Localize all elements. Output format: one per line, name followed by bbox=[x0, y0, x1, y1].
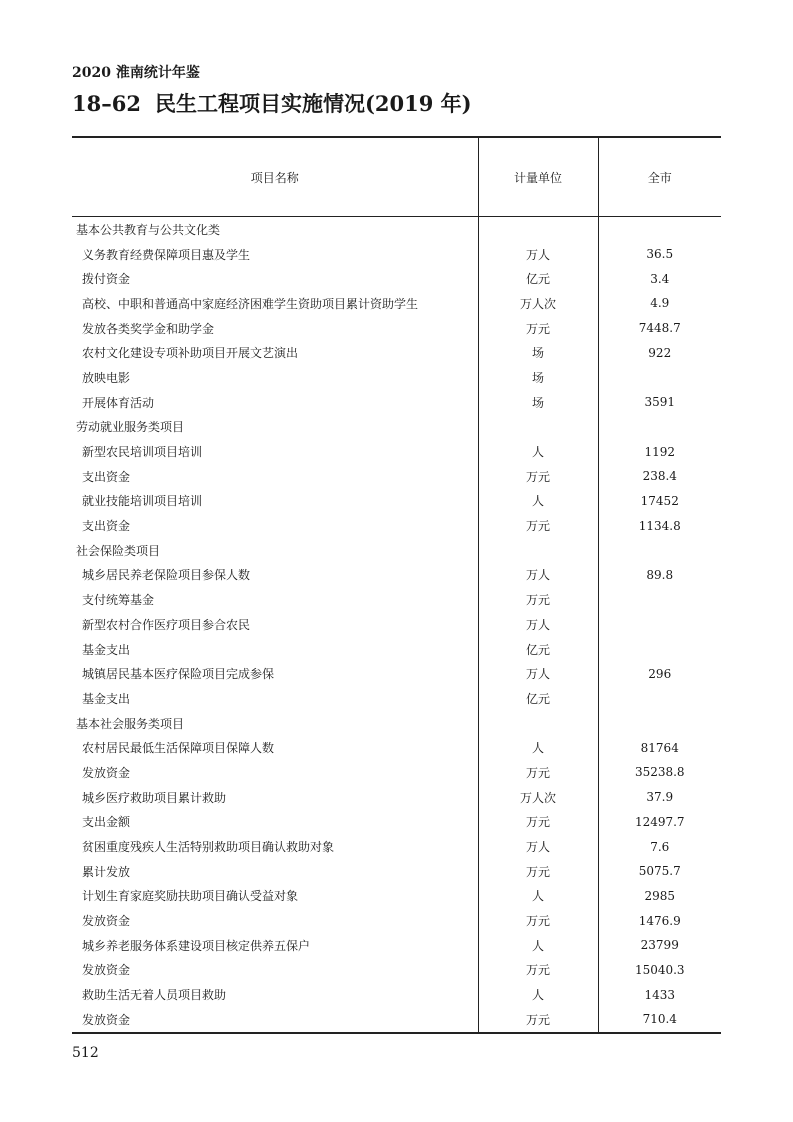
item-name: 发放资金 bbox=[82, 963, 131, 978]
table-row bbox=[72, 390, 721, 415]
item-name: 城乡养老服务体系建设项目核定供养五保户 bbox=[82, 938, 311, 953]
item-name: 发放各类奖学金和助学金 bbox=[82, 321, 215, 336]
item-name: 新型农村合作医疗项目参合农民 bbox=[82, 617, 251, 632]
table-row bbox=[72, 464, 721, 489]
item-name: 支付统筹基金 bbox=[82, 593, 155, 608]
value-cell: 17452 bbox=[598, 489, 721, 514]
value-cell: 1433 bbox=[598, 982, 721, 1007]
value-cell: 35238.8 bbox=[598, 760, 721, 785]
unit-cell: 万人 bbox=[478, 612, 598, 637]
value-cell: 36.5 bbox=[598, 242, 721, 267]
unit-cell: 场 bbox=[478, 340, 598, 365]
category-row bbox=[72, 217, 721, 242]
unit-cell: 人 bbox=[478, 735, 598, 760]
item-name: 义务教育经费保障项目惠及学生 bbox=[82, 247, 251, 262]
item-name: 支出资金 bbox=[82, 469, 131, 484]
table-row bbox=[72, 735, 721, 760]
value-cell: 7448.7 bbox=[598, 316, 721, 341]
unit-cell: 亿元 bbox=[478, 686, 598, 711]
value-cell bbox=[598, 686, 721, 711]
table-row bbox=[72, 587, 721, 612]
item-name: 城乡医疗救助项目累计救助 bbox=[82, 790, 227, 805]
value-cell bbox=[598, 365, 721, 390]
table-row bbox=[72, 563, 721, 588]
value-cell: 15040.3 bbox=[598, 958, 721, 983]
unit-cell: 万元 bbox=[478, 908, 598, 933]
item-name: 基金支出 bbox=[82, 642, 131, 657]
item-name: 发放资金 bbox=[72, 1007, 478, 1033]
unit-cell: 万元 bbox=[478, 760, 598, 785]
table-title-text: 民生工程项目实施情况(2019 年) bbox=[154, 91, 472, 116]
item-name: 农村文化建设专项补助项目开展文艺演出 bbox=[82, 346, 299, 361]
category-row bbox=[72, 415, 721, 440]
unit-cell: 亿元 bbox=[478, 266, 598, 291]
table-row bbox=[72, 834, 721, 859]
table-row bbox=[72, 340, 721, 365]
table-row bbox=[72, 760, 721, 785]
page-number: 512 bbox=[72, 1045, 99, 1061]
table-row bbox=[72, 686, 721, 711]
table-row bbox=[72, 513, 721, 538]
category-name: 劳动就业服务类项目 bbox=[76, 420, 185, 435]
value-cell: 710.4 bbox=[598, 1007, 721, 1033]
value-cell: 238.4 bbox=[598, 464, 721, 489]
value-cell: 23799 bbox=[598, 933, 721, 958]
item-name: 支出金额 bbox=[82, 815, 131, 830]
table-row bbox=[72, 316, 721, 341]
column-header-unit: 计量单位 bbox=[478, 137, 598, 217]
value-cell: 1476.9 bbox=[598, 908, 721, 933]
table-body bbox=[72, 217, 721, 1033]
unit-cell: 万元 bbox=[478, 859, 598, 884]
unit-cell: 万人 bbox=[478, 563, 598, 588]
value-cell: 1192 bbox=[598, 439, 721, 464]
unit-cell: 场 bbox=[478, 365, 598, 390]
table-title bbox=[72, 88, 472, 118]
value-cell bbox=[598, 538, 721, 563]
table-row bbox=[72, 612, 721, 637]
item-name: 基金支出 bbox=[82, 691, 131, 706]
value-cell bbox=[598, 587, 721, 612]
unit-cell: 万人次 bbox=[478, 291, 598, 316]
unit-cell bbox=[478, 217, 598, 242]
table-row bbox=[72, 291, 721, 316]
unit-cell bbox=[478, 711, 598, 736]
item-name: 高校、中职和普通高中家庭经济困难学生资助项目累计资助学生 bbox=[82, 296, 419, 311]
table-row bbox=[72, 266, 721, 291]
value-cell: 89.8 bbox=[598, 563, 721, 588]
unit-cell: 万元 bbox=[478, 1007, 598, 1033]
item-name: 计划生育家庭奖励扶助项目确认受益对象 bbox=[82, 889, 299, 904]
unit-cell: 人 bbox=[478, 439, 598, 464]
unit-cell: 万元 bbox=[478, 587, 598, 612]
unit-cell: 万人 bbox=[478, 834, 598, 859]
value-cell: 3591 bbox=[598, 390, 721, 415]
table-row bbox=[72, 439, 721, 464]
book-title: 2020 淮南统计年鉴 bbox=[72, 65, 200, 81]
value-cell: 37.9 bbox=[598, 785, 721, 810]
unit-cell: 万元 bbox=[478, 958, 598, 983]
item-name: 城乡居民养老保险项目参保人数 bbox=[82, 568, 251, 583]
value-cell: 12497.7 bbox=[598, 810, 721, 835]
table-row bbox=[72, 242, 721, 267]
item-name: 支出资金 bbox=[82, 519, 131, 534]
value-cell bbox=[598, 637, 721, 662]
table-row bbox=[72, 982, 721, 1007]
value-cell: 81764 bbox=[598, 735, 721, 760]
value-cell: 922 bbox=[598, 340, 721, 365]
value-cell: 1134.8 bbox=[598, 513, 721, 538]
table-row bbox=[72, 884, 721, 909]
table-row bbox=[72, 958, 721, 983]
value-cell: 5075.7 bbox=[598, 859, 721, 884]
column-header-city-total: 全市 bbox=[598, 137, 721, 217]
unit-cell: 万元 bbox=[478, 810, 598, 835]
item-name: 贫困重度残疾人生活特别救助项目确认救助对象 bbox=[82, 840, 335, 855]
unit-cell: 万人 bbox=[478, 242, 598, 267]
unit-cell: 人 bbox=[478, 933, 598, 958]
table-row bbox=[72, 908, 721, 933]
statistics-table bbox=[72, 136, 721, 1034]
table-row bbox=[72, 637, 721, 662]
table-row bbox=[72, 365, 721, 390]
item-name: 拨付资金 bbox=[82, 272, 131, 287]
category-name: 社会保险类项目 bbox=[76, 543, 161, 558]
value-cell: 296 bbox=[598, 661, 721, 686]
value-cell bbox=[598, 415, 721, 440]
item-name: 放映电影 bbox=[82, 370, 131, 385]
table-row bbox=[72, 661, 721, 686]
item-name: 城镇居民基本医疗保险项目完成参保 bbox=[82, 667, 275, 682]
item-name: 开展体育活动 bbox=[82, 395, 155, 410]
unit-cell: 万元 bbox=[478, 513, 598, 538]
unit-cell: 人 bbox=[478, 489, 598, 514]
unit-cell bbox=[478, 415, 598, 440]
table-row bbox=[72, 1007, 721, 1033]
category-name: 基本公共教育与公共文化类 bbox=[76, 222, 221, 237]
unit-cell: 万元 bbox=[478, 464, 598, 489]
value-cell: 2985 bbox=[598, 884, 721, 909]
table-header-row bbox=[72, 137, 721, 217]
table-row bbox=[72, 489, 721, 514]
table-row bbox=[72, 933, 721, 958]
value-cell bbox=[598, 711, 721, 736]
item-name: 发放资金 bbox=[82, 765, 131, 780]
unit-cell: 场 bbox=[478, 390, 598, 415]
item-name: 新型农民培训项目培训 bbox=[82, 445, 203, 460]
unit-cell: 万人 bbox=[478, 661, 598, 686]
unit-cell: 万元 bbox=[478, 316, 598, 341]
unit-cell: 万人次 bbox=[478, 785, 598, 810]
unit-cell: 人 bbox=[478, 884, 598, 909]
category-name: 基本社会服务类项目 bbox=[76, 716, 185, 731]
table-row bbox=[72, 785, 721, 810]
value-cell: 7.6 bbox=[598, 834, 721, 859]
table-number: 18–62 bbox=[72, 91, 141, 116]
item-name: 发放资金 bbox=[82, 914, 131, 929]
category-row bbox=[72, 538, 721, 563]
value-cell bbox=[598, 217, 721, 242]
value-cell: 4.9 bbox=[598, 291, 721, 316]
category-row bbox=[72, 711, 721, 736]
value-cell bbox=[598, 612, 721, 637]
item-name: 农村居民最低生活保障项目保障人数 bbox=[82, 741, 275, 756]
column-header-item-name: 项目名称 bbox=[72, 137, 478, 217]
item-name: 累计发放 bbox=[82, 864, 131, 879]
unit-cell: 人 bbox=[478, 982, 598, 1007]
value-cell: 3.4 bbox=[598, 266, 721, 291]
unit-cell bbox=[478, 538, 598, 563]
unit-cell: 亿元 bbox=[478, 637, 598, 662]
item-name: 就业技能培训项目培训 bbox=[82, 494, 203, 509]
table-row bbox=[72, 810, 721, 835]
table-row bbox=[72, 859, 721, 884]
item-name: 救助生活无着人员项目救助 bbox=[82, 988, 227, 1003]
